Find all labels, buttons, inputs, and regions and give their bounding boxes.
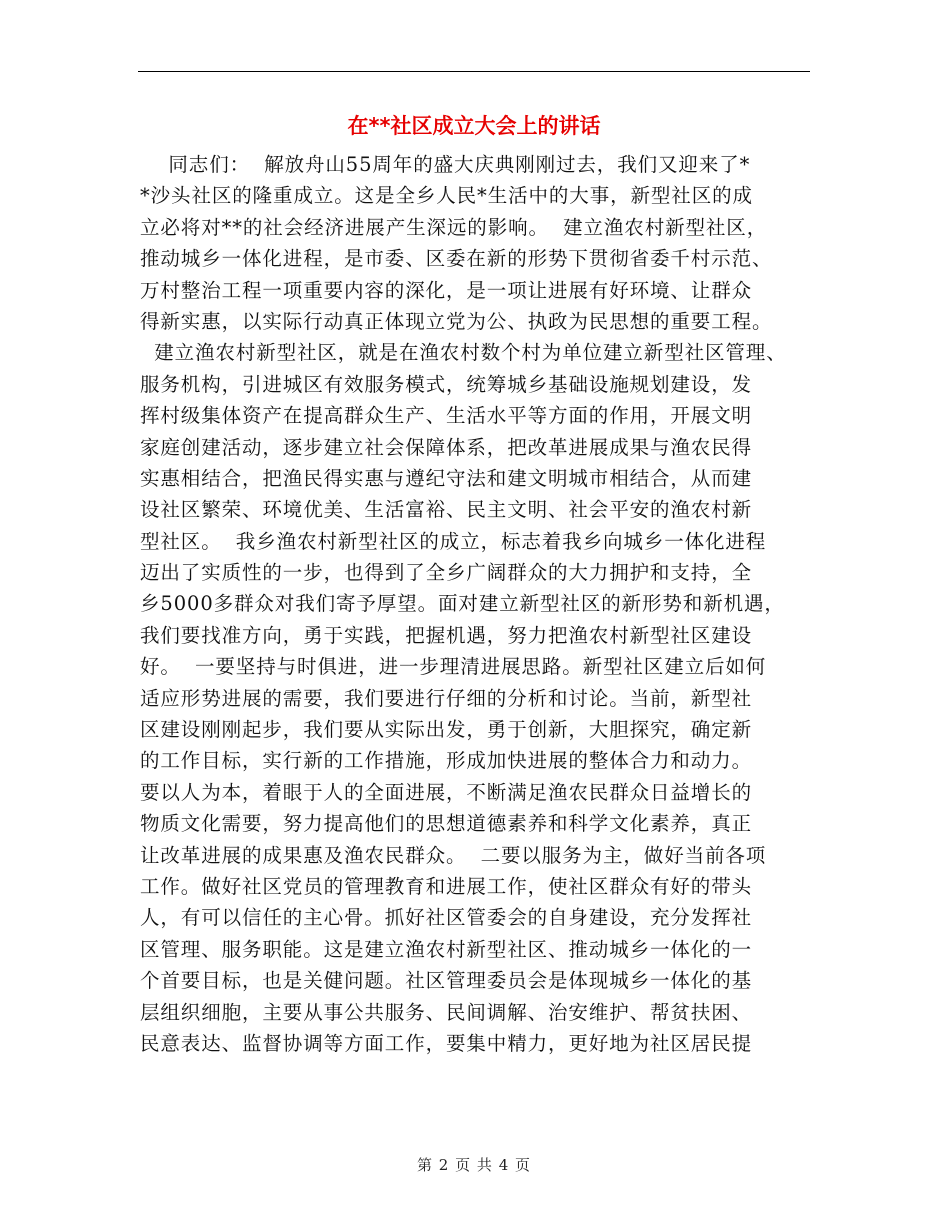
body-line: 同志们： 解放舟山55周年的盛大庆典刚刚过去，我们又迎来了* <box>140 153 751 176</box>
footer-page-word: 页 <box>455 1156 472 1174</box>
document-title: 在**社区成立大会上的讲话 <box>347 114 601 138</box>
document-body <box>140 149 830 1059</box>
body-line: 人，有可以信任的主心骨。抓好社区管委会的自身建设，充分发挥社 <box>140 906 753 930</box>
body-line: 的工作目标，实行新的工作措施，形成加快进展的整体合力和动力。 <box>140 749 753 773</box>
body-line: 物质文化需要，努力提高他们的思想道德素养和科学文化素养，真正 <box>140 812 753 836</box>
body-line: 层组织细胞，主要从事公共服务、民间调解、治安维护、帮贫扶困、 <box>140 1000 753 1024</box>
body-line: 民意表达、监督协调等方面工作，要集中精力，更好地为社区居民提 <box>140 1031 753 1055</box>
body-line: 要以人为本，着眼于人的全面进展，不断满足渔农民群众日益增长的 <box>140 780 753 804</box>
body-line: 立必将对**的社会经济进展产生深远的影响。 建立渔农村新型社区， <box>140 215 768 239</box>
footer-total-pages: 4 <box>498 1156 510 1174</box>
footer-current-page: 2 <box>438 1156 450 1174</box>
body-line: 设社区繁荣、环境优美、生活富裕、民主文明、社会平安的渔农村新 <box>140 498 753 522</box>
body-line: *沙头社区的隆重成立。这是全乡人民*生活中的大事，新型社区的成 <box>140 184 753 208</box>
body-line: 工作。做好社区党员的管理教育和进展工作，使社区群众有好的带头 <box>140 874 753 898</box>
footer-prefix: 第 <box>416 1156 433 1174</box>
body-line: 实惠相结合，把渔民得实惠与遵纪守法和建文明城市相结合，从而建 <box>140 466 753 490</box>
body-line: 迈出了实质性的一步，也得到了全乡广阔群众的大力拥护和支持，全 <box>140 561 753 585</box>
body-line: 型社区。 我乡渔农村新型社区的成立，标志着我乡向城乡一体化进程 <box>140 529 767 553</box>
body-line: 乡5000多群众对我们寄予厚望。面对建立新型社区的新形势和新机遇， <box>140 592 785 616</box>
body-line: 区建设刚刚起步，我们要从实际出发，勇于创新，大胆探究，确定新 <box>140 718 753 742</box>
body-line: 万村整治工程一项重要内容的深化，是一项让进展有好环境、让群众 <box>140 278 753 302</box>
header-rule <box>138 71 810 72</box>
page-footer <box>138 1154 810 1176</box>
footer-suffix: 页 <box>515 1156 532 1174</box>
body-line: 区管理、服务职能。这是建立渔农村新型社区、推动城乡一体化的一 <box>140 937 753 961</box>
body-line: 家庭创建活动，逐步建立社会保障体系，把改革进展成果与渔农民得 <box>140 435 753 459</box>
body-line: 让改革进展的成果惠及渔农民群众。 二要以服务为主，做好当前各项 <box>140 843 767 867</box>
body-line: 好。 一要坚持与时俱进，进一步理清进展思路。新型社区建立后如何 <box>140 655 767 679</box>
body-line: 服务机构，引进城区有效服务模式，统筹城乡基础设施规划建设，发 <box>140 372 753 396</box>
body-line: 适应形势进展的需要，我们要进行仔细的分析和讨论。当前，新型社 <box>140 686 753 710</box>
body-line: 建立渔农村新型社区，就是在渔农村数个村为单位建立新型社区管理、 <box>140 341 787 365</box>
footer-total-word: 共 <box>476 1156 493 1174</box>
body-line: 得新实惠，以实际行动真正体现立党为公、执政为民思想的重要工程。 <box>140 309 773 333</box>
body-line: 挥村级集体资产在提高群众生产、生活水平等方面的作用，开展文明 <box>140 404 753 428</box>
body-line: 个首要目标，也是关健问题。社区管理委员会是体现城乡一体化的基 <box>140 969 753 993</box>
body-line: 我们要找准方向，勇于实践，把握机遇，努力把渔农村新型社区建设 <box>140 623 753 647</box>
body-line: 推动城乡一体化进程，是市委、区委在新的形势下贯彻省委千村示范、 <box>140 247 773 271</box>
